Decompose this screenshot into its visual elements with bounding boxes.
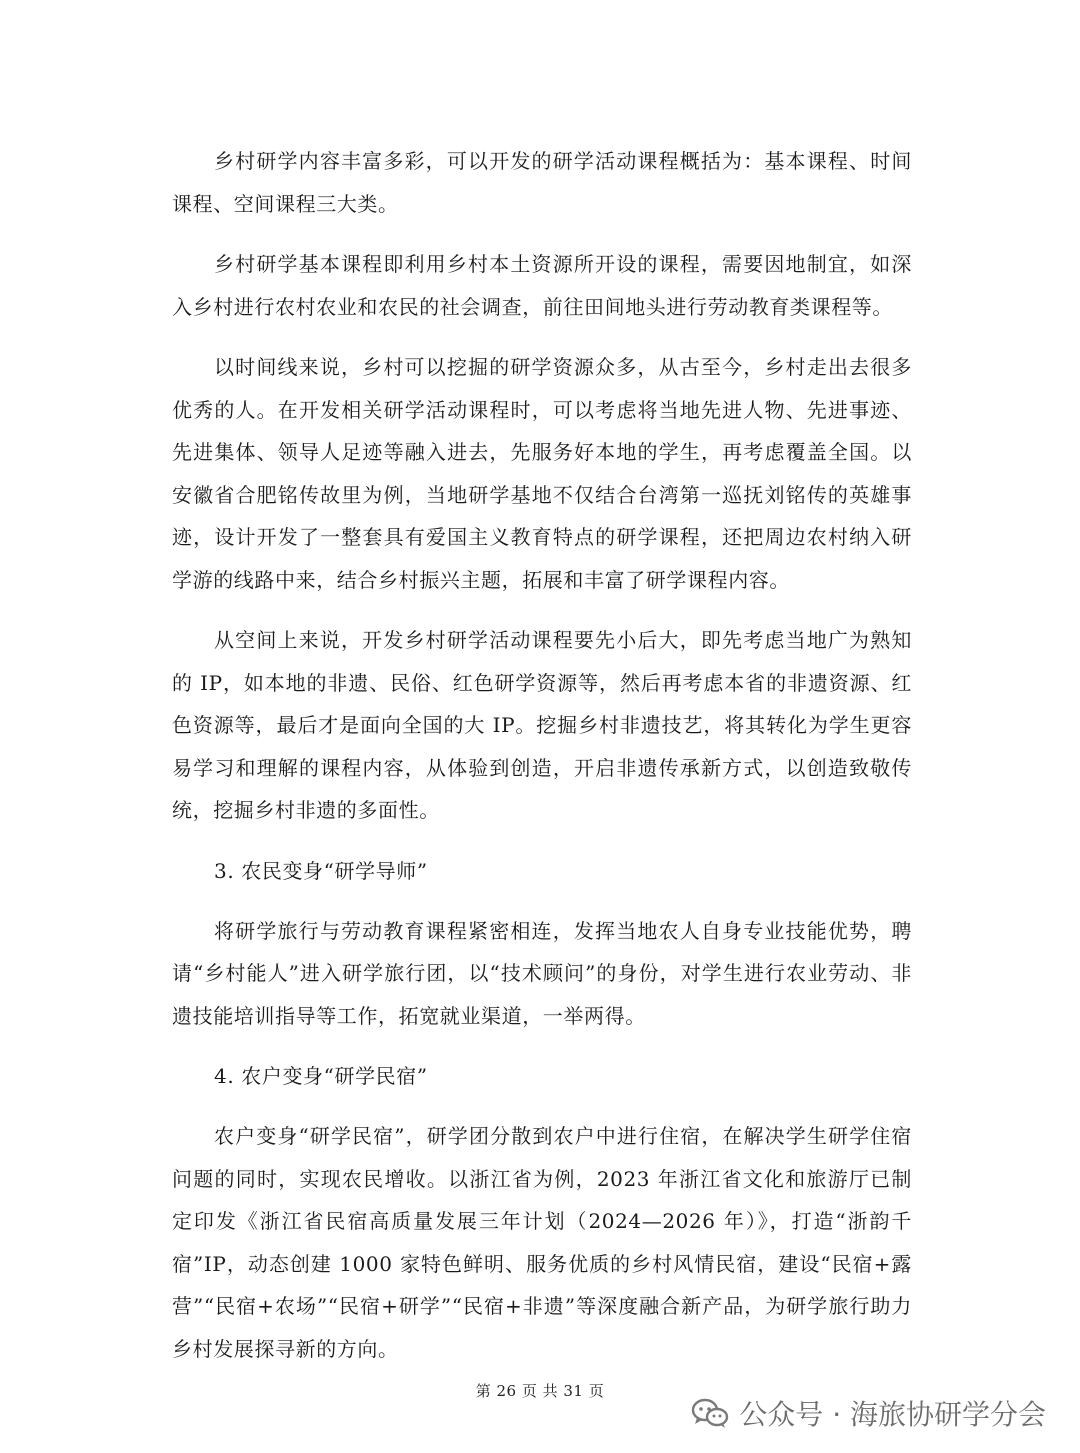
paragraph-section-4: 农户变身“研学民宿”，研学团分散到农户中进行住宿，在解决学生研学住宿问题的同时，实现农民增收。以浙江省为例，2023 年浙江省文化和旅游厅已制定印发《浙江省民宿高质量发展三年计划（2024—2026 年）》，打造“浙韵千宿”IP，动态创建 1000 家特色鲜明、服务优质的乡村风情民宿，建设“民宿+露营”“民宿+农场”“民宿+研学”“民宿+非遗”等深度融合新产品，为研学旅行助力乡村发展探寻新的方向。: [172, 1124, 912, 1361]
section-heading-4: 4. 农户变身“研学民宿”: [214, 1064, 428, 1088]
paragraph-intro: 乡村研学内容丰富多彩，可以开发的研学活动课程概括为：基本课程、时间课程、空间课程三大类。: [172, 149, 912, 216]
document-body: [172, 140, 912, 1388]
paragraph-section-3: 将研学旅行与劳动教育课程紧密相连，发挥当地农人自身专业技能优势，聘请“乡村能人”进入研学旅行团，以“技术顾问”的身份，对学生进行农业劳动、非遗技能培训指导等工作，拓宽就业渠道，一举两得。: [172, 918, 912, 1028]
wechat-icon: [691, 1397, 729, 1429]
paragraph-time-course: 以时间线来说，乡村可以挖掘的研学资源众多，从古至今，乡村走出去很多优秀的人。在开发相关研学活动课程时，可以考虑将当地先进人物、先进事迹、先进集体、领导人足迹等融入进去，先服务好本地的学生，再考虑覆盖全国。以安徽省合肥铭传故里为例，当地研学基地不仅结合台湾第一巡抚刘铭传的英雄事迹，设计开发了一整套具有爱国主义教育特点的研学课程，还把周边农村纳入研学游的线路中来，结合乡村振兴主题，拓展和丰富了研学课程内容。: [172, 355, 912, 592]
paragraph-basic-course: 乡村研学基本课程即利用乡村本土资源所开设的课程，需要因地制宜，如深入乡村进行农村农业和农民的社会调查，前往田间地头进行劳动教育类课程等。: [172, 252, 912, 319]
paragraph-space-course: 从空间上来说，开发乡村研学活动课程要先小后大，即先考虑当地广为熟知的 IP，如本地的非遗、民俗、红色研学资源等，然后再考虑本省的非遗资源、红色资源等，最后才是面向全国的大 IP。挖掘乡村非遗技艺，将其转化为学生更容易学习和理解的课程内容，从体验到创造，开启非遗传承新方式，以创造致敬传统，挖掘乡村非遗的多面性。: [172, 628, 912, 822]
page-number-footer: 第 26 页 共 31 页: [475, 1382, 605, 1400]
watermark: [691, 1393, 1046, 1433]
watermark-text: 公众号 · 海旅协研学分会: [739, 1398, 1046, 1431]
section-heading-3: 3. 农民变身“研学导师”: [214, 858, 428, 883]
